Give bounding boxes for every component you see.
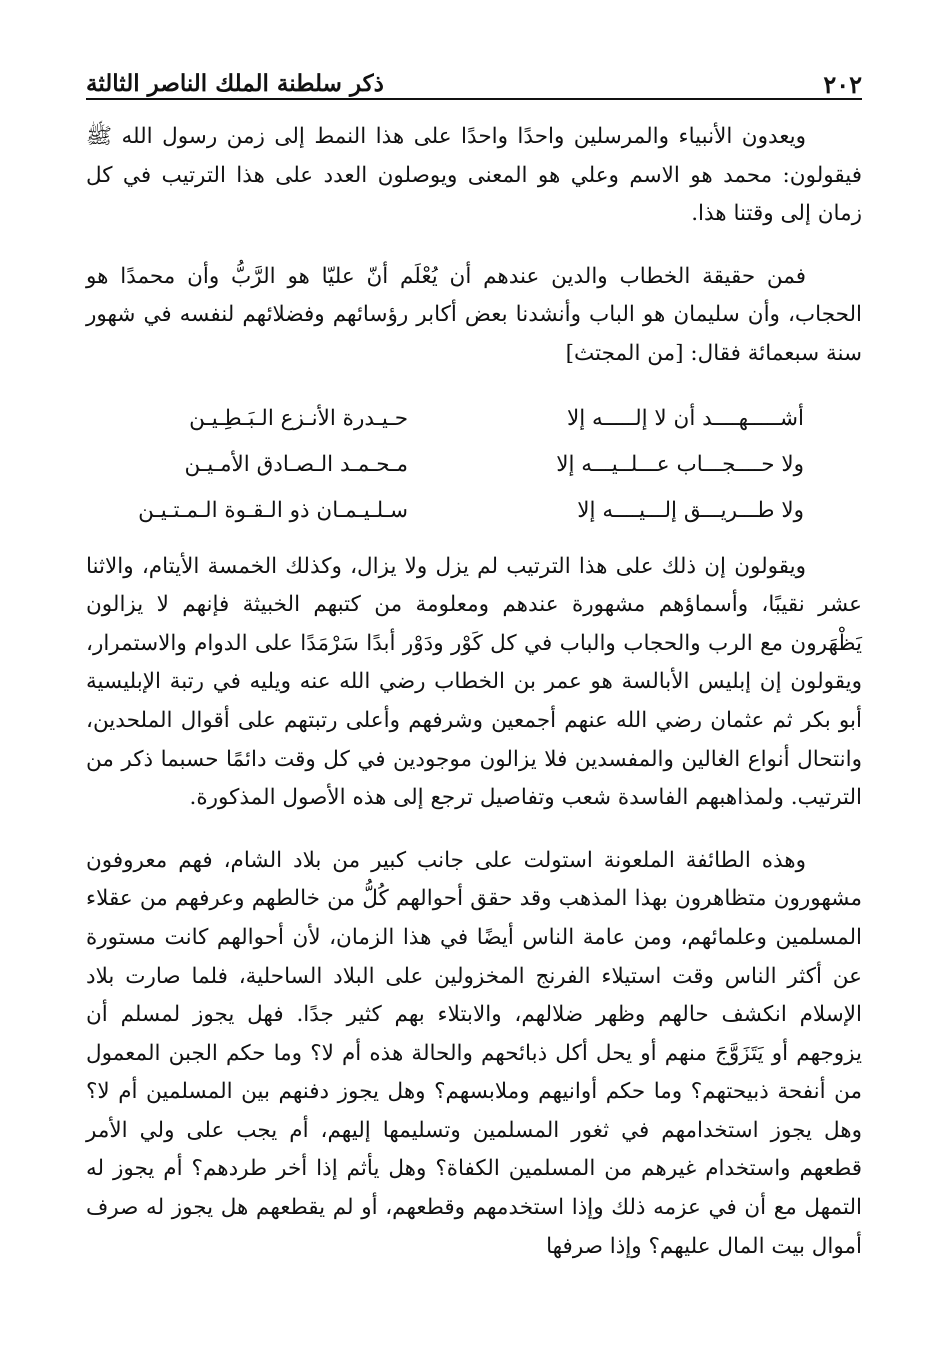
poem-line-1-second-hemistich: حـيـدرة الأنـزع الـبَـطِـيـن [189,405,408,431]
page-body [86,118,862,1290]
header-rule [86,98,862,100]
poem-line-1 [86,396,862,442]
poem-line-2-first-hemistich: ولا حــــجـــاب عـــلــيـــه إلا [556,451,804,477]
page-number: ٢٠٢ [823,70,862,99]
paragraph-4: وهذه الطائفة الملعونة استولت على جانب كبير من بلاد الشام، فهم معروفون مشهورون متظاهرون بهذا المذهب وقد حقق أحوالهم كُلُّ من خالطهم وعرفهم من عقلاء المسلمين وعلمائهم، ومن عامة الناس أيضًا في هذا الزمان، لأن أحوالهم كانت مستورة عن أكثر الناس وقت استيلاء الفرنج المخزولين على البلاد الساحلية، فلما صارت بلاد الإسلام انكشف حالهم وظهر ضلالهم، والابتلاء بهم كثير جدًا. فهل يجوز لمسلم أن يزوجهم أو يَتَزَوَّجَ منهم أو يحل أكل ذبائحهم والحالة هذه أم لا؟ وما حكم الجبن المعمول من أنفحة ذبيحتهم؟ وما حكم أوانيهم وملابسهم؟ وهل يجوز دفنهم بين المسلمين أم لا؟ وهل يجوز استخدامهم في ثغور المسلمين وتسليمها إليهم، أم يجب على ولي الأمر قطعهم واستخدام غيرهم من المسلمين الكفاة؟ وهل يأثم إذا أخر طردهم؟ أم يجوز له التمهل مع أن في عزمه ذلك وإذا استخدمهم وقطعهم، أو لم يقطعهم هل يجوز له صرف أموال بيت المال عليهم؟ وإذا صرفها [86,847,862,1259]
paragraph-3: ويقولون إن ذلك على هذا الترتيب لم يزل ولا يزال، وكذلك الخمسة الأيتام، والاثنا عشر نقيبًا، وأسماؤهم مشهورة عندهم ومعلومة من كتبهم الخبيثة فإنهم لا يزالون يَظْهَرون مع الرب والحجاب والباب في كل كَوْر ودَوْر أبدًا سَرْمَدًا على الدوام والاستمرار، ويقولون إن إبليس الأبالسة هو عمر بن الخطاب رضي الله عنه ويليه في رتبة الإبليسية أبو بكر ثم عثمان رضي الله عنهم أجمعين وشرفهم وأعلى رتبتهم على أقوال الملحدين، وانتحال أنواع الغالين والمفسدين فلا يزالون موجودين في كل وقت دائمًا حسبما ذكر من الترتيب. ولمذاهبهم الفاسدة شعب وتفاصيل ترجع إلى هذه الأصول المذكورة. [86,553,862,811]
running-title: ذكر سلطنة الملك الناصر الثالثة [86,70,384,97]
poem-line-3 [86,488,862,534]
poem-line-1-first-hemistich: أشـــــهــــد أن لا إلـــــه إلا [566,405,804,431]
poem [86,396,862,534]
page-header [86,60,862,100]
poem-line-2-second-hemistich: مـحـمـد الـصـادق الأمـيـن [184,451,408,477]
poem-line-3-second-hemistich: سـلـيـمـان ذو الـقـوة الـمـتـيـن [138,497,408,523]
poem-line-3-first-hemistich: ولا طـــريـــق إلـــيــــه إلا [577,497,804,523]
paragraph-1: ويعدون الأنبياء والمرسلين واحدًا واحدًا على هذا النمط إلى زمن رسول الله ﷺ فيقولون: محمد هو الاسم وعلي هو المعنى ويوصلون العدد على هذا الترتيب في كل زمان إلى وقتنا هذا. [86,124,862,227]
paragraph-2: فمن حقيقة الخطاب والدين عندهم أن يُعْلَم أنّ عليّا هو الرَّبُّ وأن محمدًا هو الحجاب، وأن سليمان هو الباب وأنشدنا بعض أكابر رؤسائهم وفضلائهم لنفسه في شهور سنة سبعمائة فقال: [من المجتث] [86,263,862,366]
poem-line-2 [86,442,862,488]
